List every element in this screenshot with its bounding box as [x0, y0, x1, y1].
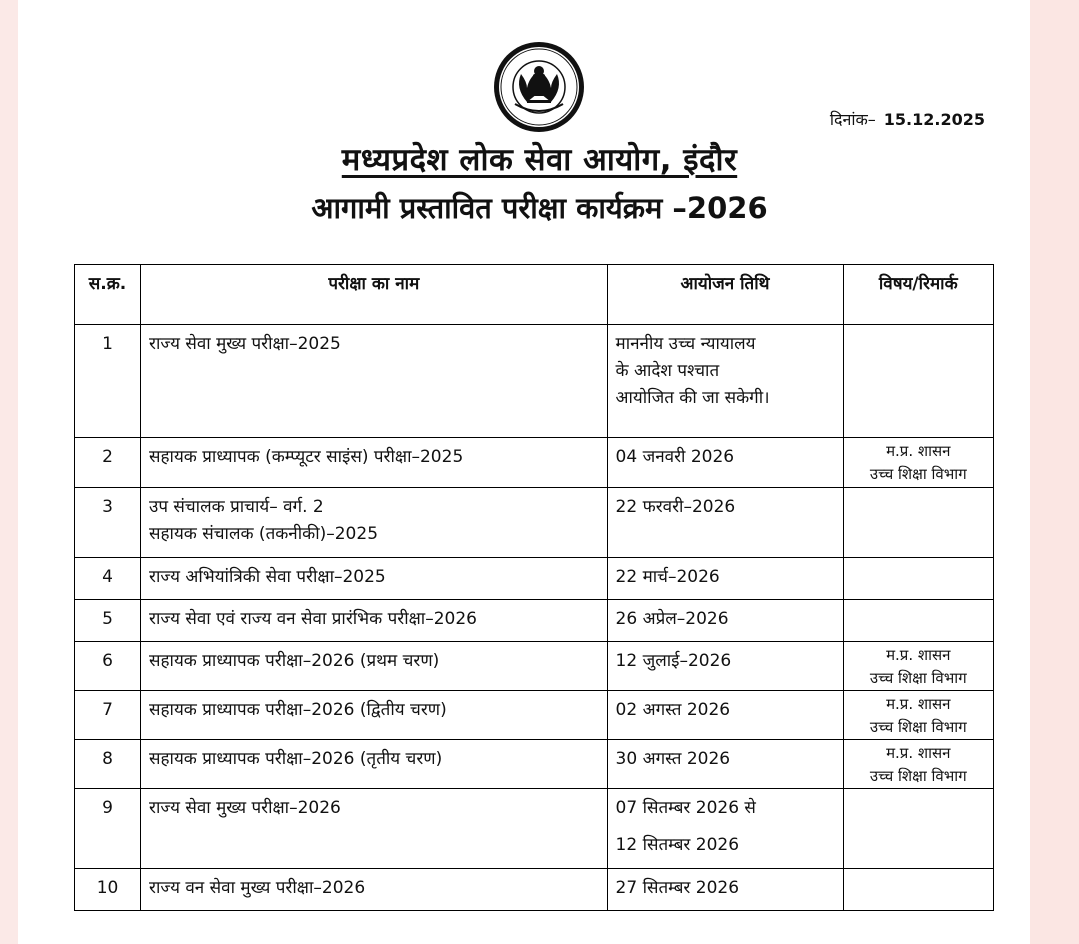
table-row: [75, 600, 994, 642]
remark-line: उच्च शिक्षा विभाग: [869, 718, 967, 736]
exam-name-line: सहायक संचालक (तकनीकी)–2025: [149, 524, 379, 544]
table-row: [75, 488, 994, 558]
exam-date: [607, 642, 843, 691]
exam-date: [607, 600, 843, 642]
exam-date-line: 26 अप्रेल–2026: [615, 609, 729, 629]
exam-name: [141, 740, 608, 789]
exam-date-line: माननीय उच्च न्यायालय: [615, 334, 756, 354]
serial-number: 6: [75, 642, 141, 691]
table-header-row: [75, 265, 994, 325]
remark: [843, 789, 993, 869]
page-title: मध्यप्रदेश लोक सेवा आयोग, इंदौर: [341, 142, 738, 178]
remark: [843, 869, 993, 911]
header-remark: विषय/रिमार्क: [843, 265, 993, 325]
remark: [843, 325, 993, 438]
serial-number: 3: [75, 488, 141, 558]
exam-date: [607, 438, 843, 488]
exam-date: [607, 488, 843, 558]
remark: [843, 438, 993, 488]
remark-line: म.प्र. शासन: [886, 695, 951, 713]
serial-number: 5: [75, 600, 141, 642]
header-exam-date: आयोजन तिथि: [607, 265, 843, 325]
exam-name: [141, 642, 608, 691]
exam-date-line: 22 फरवरी–2026: [615, 497, 736, 517]
exam-date: [607, 789, 843, 869]
remark-line: म.प्र. शासन: [886, 646, 951, 664]
serial-number: 10: [75, 869, 141, 911]
exam-name: [141, 789, 608, 869]
remark: [843, 740, 993, 789]
remark: [843, 642, 993, 691]
table-row: [75, 740, 994, 789]
exam-name: [141, 488, 608, 558]
exam-name-line: उप संचालक प्राचार्य– वर्ग. 2: [149, 497, 324, 517]
exam-date-line: के आदेश पश्चात: [615, 361, 720, 381]
exam-name-line: सहायक प्राध्यापक परीक्षा–2026 (प्रथम चरण): [149, 651, 440, 671]
exam-date: [607, 691, 843, 740]
header-exam-name: परीक्षा का नाम: [141, 265, 608, 325]
exam-name: [141, 558, 608, 600]
exam-date-line: 07 सितम्बर 2026 से: [615, 798, 756, 818]
table-row: [75, 789, 994, 869]
table-row: [75, 691, 994, 740]
exam-schedule-table: [74, 264, 994, 911]
exam-name-line: राज्य सेवा एवं राज्य वन सेवा प्रारंभिक परीक्षा–2026: [149, 609, 477, 629]
serial-number: 4: [75, 558, 141, 600]
date-label: दिनांक–: [829, 110, 876, 129]
date-line: [830, 108, 985, 130]
exam-date-line: 30 अगस्त 2026: [615, 749, 731, 769]
header-serial: स.क्र.: [75, 265, 141, 325]
exam-date-line: 04 जनवरी 2026: [615, 447, 735, 467]
exam-name: [141, 438, 608, 488]
table-row: [75, 325, 994, 438]
remark: [843, 488, 993, 558]
remark-line: म.प्र. शासन: [886, 442, 951, 460]
remark-line: उच्च शिक्षा विभाग: [869, 465, 967, 483]
exam-name: [141, 325, 608, 438]
remark-line: उच्च शिक्षा विभाग: [869, 767, 967, 785]
remark-line: उच्च शिक्षा विभाग: [869, 669, 967, 687]
table-row: [75, 438, 994, 488]
exam-date-line: आयोजित की जा सकेगी।: [615, 388, 770, 408]
remark: [843, 558, 993, 600]
serial-number: 9: [75, 789, 141, 869]
exam-date-line: 22 मार्च–2026: [615, 567, 720, 587]
exam-name-line: सहायक प्राध्यापक (कम्प्यूटर साइंस) परीक्षा–2025: [149, 447, 464, 467]
date-value: 15.12.2025: [883, 110, 985, 129]
exam-date-line: 12 जुलाई–2026: [615, 651, 732, 671]
table-row: [75, 558, 994, 600]
serial-number: 1: [75, 325, 141, 438]
exam-name-line: राज्य सेवा मुख्य परीक्षा–2026: [149, 798, 341, 818]
table-row: [75, 642, 994, 691]
exam-date-line: 12 सितम्बर 2026: [615, 835, 740, 855]
mppsc-seal-logo: [487, 40, 591, 134]
serial-number: 7: [75, 691, 141, 740]
remark: [843, 600, 993, 642]
exam-name-line: राज्य वन सेवा मुख्य परीक्षा–2026: [149, 878, 366, 898]
serial-number: 2: [75, 438, 141, 488]
table-row: [75, 869, 994, 911]
exam-name: [141, 691, 608, 740]
exam-date-line: 27 सितम्बर 2026: [615, 878, 740, 898]
exam-name-line: राज्य अभियांत्रिकी सेवा परीक्षा–2025: [149, 567, 386, 587]
exam-date: [607, 325, 843, 438]
exam-date: [607, 740, 843, 789]
remark: [843, 691, 993, 740]
exam-name: [141, 869, 608, 911]
exam-name-line: सहायक प्राध्यापक परीक्षा–2026 (तृतीय चरण): [149, 749, 443, 769]
remark-line: म.प्र. शासन: [886, 744, 951, 762]
exam-date: [607, 869, 843, 911]
exam-name-line: सहायक प्राध्यापक परीक्षा–2026 (द्वितीय चरण): [149, 700, 447, 720]
page-subtitle: आगामी प्रस्तावित परीक्षा कार्यक्रम –2026: [311, 191, 768, 225]
exam-name: [141, 600, 608, 642]
exam-date: [607, 558, 843, 600]
exam-name-line: राज्य सेवा मुख्य परीक्षा–2025: [149, 334, 341, 354]
serial-number: 8: [75, 740, 141, 789]
exam-date-line: 02 अगस्त 2026: [615, 700, 731, 720]
